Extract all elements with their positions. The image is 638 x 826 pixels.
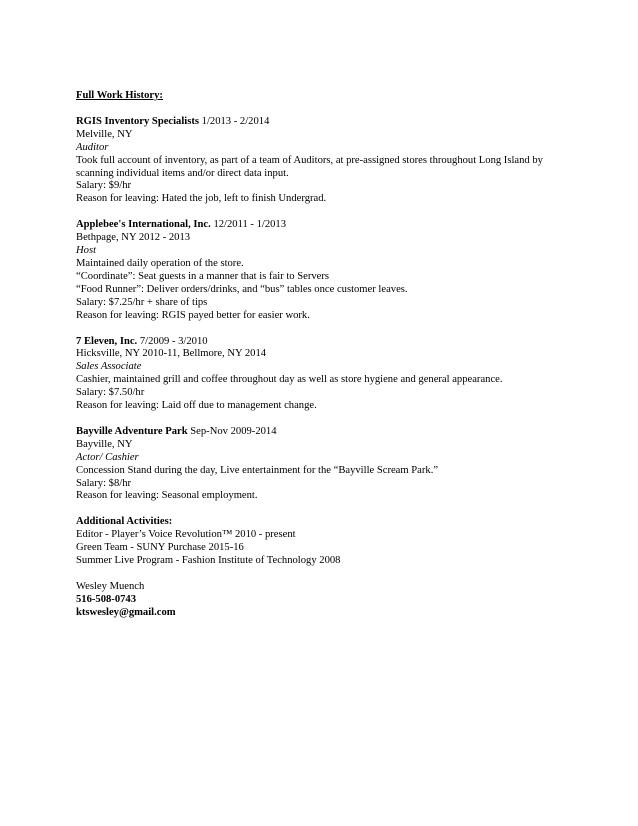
additional-activities bbox=[76, 516, 566, 568]
job-dates: Sep-Nov 2009-2014 bbox=[187, 425, 277, 437]
job-duty-line: “Coordinate”: Seat guests in a manner that is fair to Servers bbox=[76, 270, 329, 282]
job-location: Hicksville, NY 2010-11, Bellmore, NY 2014 bbox=[76, 348, 267, 360]
job-location: Bayville, NY bbox=[76, 438, 133, 450]
activity-item: Green Team - SUNY Purchase 2015-16 bbox=[76, 542, 244, 554]
job-description: Cashier, maintained grill and coffee throughout day as well as store hygiene and general appearance. bbox=[76, 374, 503, 386]
job-description: Concession Stand during the day, Live entertainment for the “Bayville Scream Park.” bbox=[76, 464, 439, 476]
job-description: Maintained daily operation of the store. bbox=[76, 257, 244, 269]
job-location: Melville, NY bbox=[76, 128, 133, 140]
contact-email[interactable]: ktswesley@gmail.com bbox=[76, 606, 176, 618]
section-heading-work-history: Full Work History: bbox=[76, 90, 163, 101]
job-salary: Salary: $7.50/hr bbox=[76, 387, 145, 399]
job-dates: 12/2011 - 1/2013 bbox=[210, 219, 287, 231]
job-salary: Salary: $7.25/hr + share of tips bbox=[76, 296, 208, 308]
contact-name: Wesley Muench bbox=[76, 581, 145, 592]
job-entry-applebees bbox=[76, 219, 566, 322]
job-reason: Reason for leaving: RGIS payed better for easier work. bbox=[76, 309, 310, 321]
activity-item: Summer Live Program - Fashion Institute of Technology 2008 bbox=[76, 555, 341, 567]
job-description: Took full account of inventory, as part of a team of Auditors, at pre-assigned stores throughout Long Island by scanning individual items and/or direct data input. bbox=[76, 154, 543, 179]
work-history-content bbox=[76, 90, 566, 620]
job-reason: Reason for leaving: Laid off due to management change. bbox=[76, 400, 317, 412]
job-reason: Reason for leaving: Hated the job, left to finish Undergrad. bbox=[76, 193, 327, 205]
job-reason: Reason for leaving: Seasonal employment. bbox=[76, 490, 258, 502]
job-role: Actor/ Cashier bbox=[76, 451, 139, 463]
section-heading-activities: Additional Activities: bbox=[76, 516, 173, 528]
company-name: 7 Eleven, Inc. bbox=[76, 335, 138, 347]
contact-block bbox=[76, 581, 566, 620]
job-duty-line: “Food Runner”: Deliver orders/drinks, and “bus” tables once customer leaves. bbox=[76, 283, 408, 295]
job-salary: Salary: $8/hr bbox=[76, 477, 132, 489]
company-name: Bayville Adventure Park bbox=[76, 425, 188, 437]
job-salary: Salary: $9/hr bbox=[76, 180, 132, 192]
job-dates: 1/2013 - 2/2014 bbox=[199, 115, 270, 127]
company-name: RGIS Inventory Specialists bbox=[76, 115, 200, 127]
contact-phone: 516-508-0743 bbox=[76, 593, 137, 605]
job-role: Auditor bbox=[76, 141, 109, 153]
job-role: Sales Associate bbox=[76, 361, 142, 373]
job-role: Host bbox=[76, 245, 97, 257]
job-dates: 7/2009 - 3/2010 bbox=[137, 335, 208, 347]
job-location: Bethpage, NY 2012 - 2013 bbox=[76, 232, 191, 244]
job-entry-bayville bbox=[76, 426, 566, 503]
job-entry-rgis bbox=[76, 116, 566, 206]
activity-item: Editor - Player’s Voice Revolution™ 2010 - present bbox=[76, 529, 296, 541]
job-entry-7-eleven bbox=[76, 336, 566, 413]
company-name: Applebee's International, Inc. bbox=[76, 219, 211, 231]
